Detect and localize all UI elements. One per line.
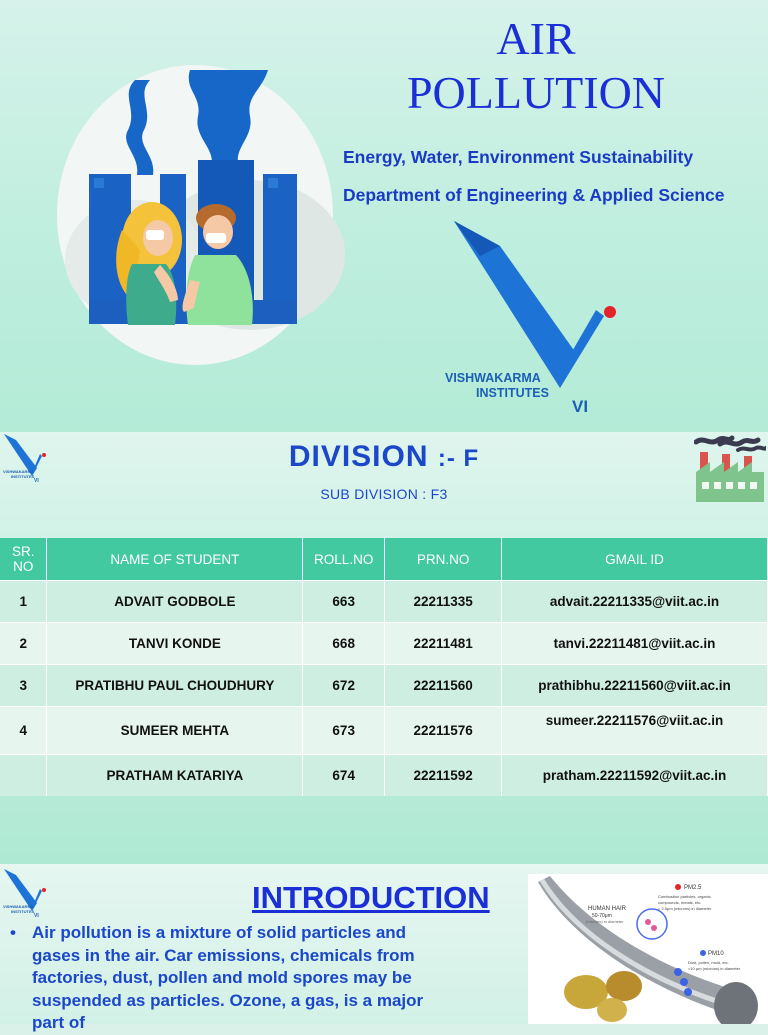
division-heading	[0, 440, 768, 474]
small-logo-text2: INSTITUTES	[11, 474, 35, 479]
figure-pm10-desc1: Dust, pollen, mold, etc.	[688, 960, 729, 965]
logo-text-institutes: INSTITUTES	[476, 386, 549, 400]
cell-sr: 4	[0, 707, 47, 755]
cell-email: pratham.22211592@viit.ac.in	[502, 755, 768, 797]
table-row	[0, 707, 768, 755]
cell-sr: 2	[0, 623, 47, 665]
vishwakarma-logo-small-intro	[2, 866, 48, 920]
cell-prn: 22211560	[385, 665, 502, 707]
students-table	[0, 538, 768, 796]
cell-email: sumeer.22211576@viit.ac.in	[502, 707, 768, 755]
cell-roll: 663	[303, 581, 385, 623]
cell-prn: 22211576	[385, 707, 502, 755]
cover-title-line2: POLLUTION	[406, 67, 666, 118]
introduction-bullet: • Air pollution is a mixture of solid particles and gases in the air. Car emissions, chemicals from factories, dust, pollen and mold spores may be suspended as particles. Ozone, a gas, is a major part of	[10, 922, 430, 1035]
table-row	[0, 665, 768, 707]
cover-title	[360, 12, 712, 120]
figure-pm10-label: PM10	[708, 951, 724, 957]
cell-roll: 668	[303, 623, 385, 665]
figure-hair-label: HUMAN HAIR	[588, 906, 627, 912]
small-logo-text1: VISHWAKARMA	[3, 469, 34, 474]
cell-prn: 22211335	[385, 581, 502, 623]
cell-sr: 1	[0, 581, 47, 623]
header-prn-no: PRN.NO	[385, 538, 502, 581]
cover-subtitle-department: Department of Engineering & Applied Science	[343, 185, 725, 205]
cover-title-line1: AIR	[496, 13, 576, 64]
introduction-bullets	[10, 922, 430, 1035]
intro-logo-text1: VISHWAKARMA	[3, 904, 34, 909]
cover-subtitle-course: Energy, Water, Environment Sustainability	[343, 147, 694, 167]
figure-hair-size: 50-70μm	[592, 913, 612, 919]
header-roll-no: ROLL.NO	[303, 538, 385, 581]
cell-roll: 673	[303, 707, 385, 755]
cell-email: prathibhu.22211560@viit.ac.in	[502, 665, 768, 707]
cell-sr: 3	[0, 665, 47, 707]
intro-logo-text3: VI	[34, 913, 39, 919]
particle-size-figure: HUMAN HAIR 50-70μm (microns) in diameter PM2.5 Combustion particles, organic compounds, metals, etc. < 2.5μm (microns) in diameter PM10 Dust, pollen, mold, etc. <10 μm (microns) in diameter 90 μm (microns) in diameter	[528, 874, 768, 1024]
cell-sr	[0, 755, 47, 797]
figure-pm25-desc1: Combustion particles, organic	[658, 894, 711, 899]
division-label: DIVISION	[288, 440, 429, 473]
table-header-row	[0, 538, 768, 581]
cell-roll: 672	[303, 665, 385, 707]
introduction-heading: INTRODUCTION	[252, 880, 490, 915]
intro-logo-text2: INSTITUTES	[11, 909, 35, 914]
figure-pm25-desc3: < 2.5μm (microns) in diameter	[658, 906, 712, 911]
cell-email: tanvi.22211481@viit.ac.in	[502, 623, 768, 665]
cell-name: PRATHAM KATARIYA	[47, 755, 303, 797]
figure-pm25-desc2: compounds, metals, etc.	[658, 900, 702, 905]
cell-prn: 22211481	[385, 623, 502, 665]
division-value: :- F	[437, 445, 480, 472]
cell-name: SUMEER MEHTA	[47, 707, 303, 755]
small-logo-text3: VI	[34, 478, 39, 484]
cell-name: TANVI KONDE	[47, 623, 303, 665]
header-sr-no: SR. NO	[0, 538, 47, 581]
cell-name: ADVAIT GODBOLE	[47, 581, 303, 623]
vishwakarma-logo	[440, 216, 630, 416]
header-name: NAME OF STUDENT	[47, 538, 303, 581]
pollution-illustration	[40, 50, 380, 430]
logo-text-vishwakarma: VISHWAKARMA	[445, 371, 541, 385]
cell-roll: 674	[303, 755, 385, 797]
figure-hair-note: (microns) in diameter	[586, 919, 624, 924]
cell-email: advait.22211335@viit.ac.in	[502, 581, 768, 623]
sub-division: SUB DIVISION : F3	[320, 486, 448, 502]
table-row	[0, 623, 768, 665]
cell-name: PRATIBHU PAUL CHOUDHURY	[47, 665, 303, 707]
figure-pm25-label: PM2.5	[684, 885, 702, 891]
cover-slide	[0, 0, 768, 432]
table-row	[0, 581, 768, 623]
figure-pm10-desc2: <10 μm (microns) in diameter	[688, 966, 741, 971]
header-gmail-id: GMAIL ID	[502, 538, 768, 581]
cell-prn: 22211592	[385, 755, 502, 797]
table-row	[0, 755, 768, 797]
logo-text-vi: VI	[572, 397, 589, 416]
